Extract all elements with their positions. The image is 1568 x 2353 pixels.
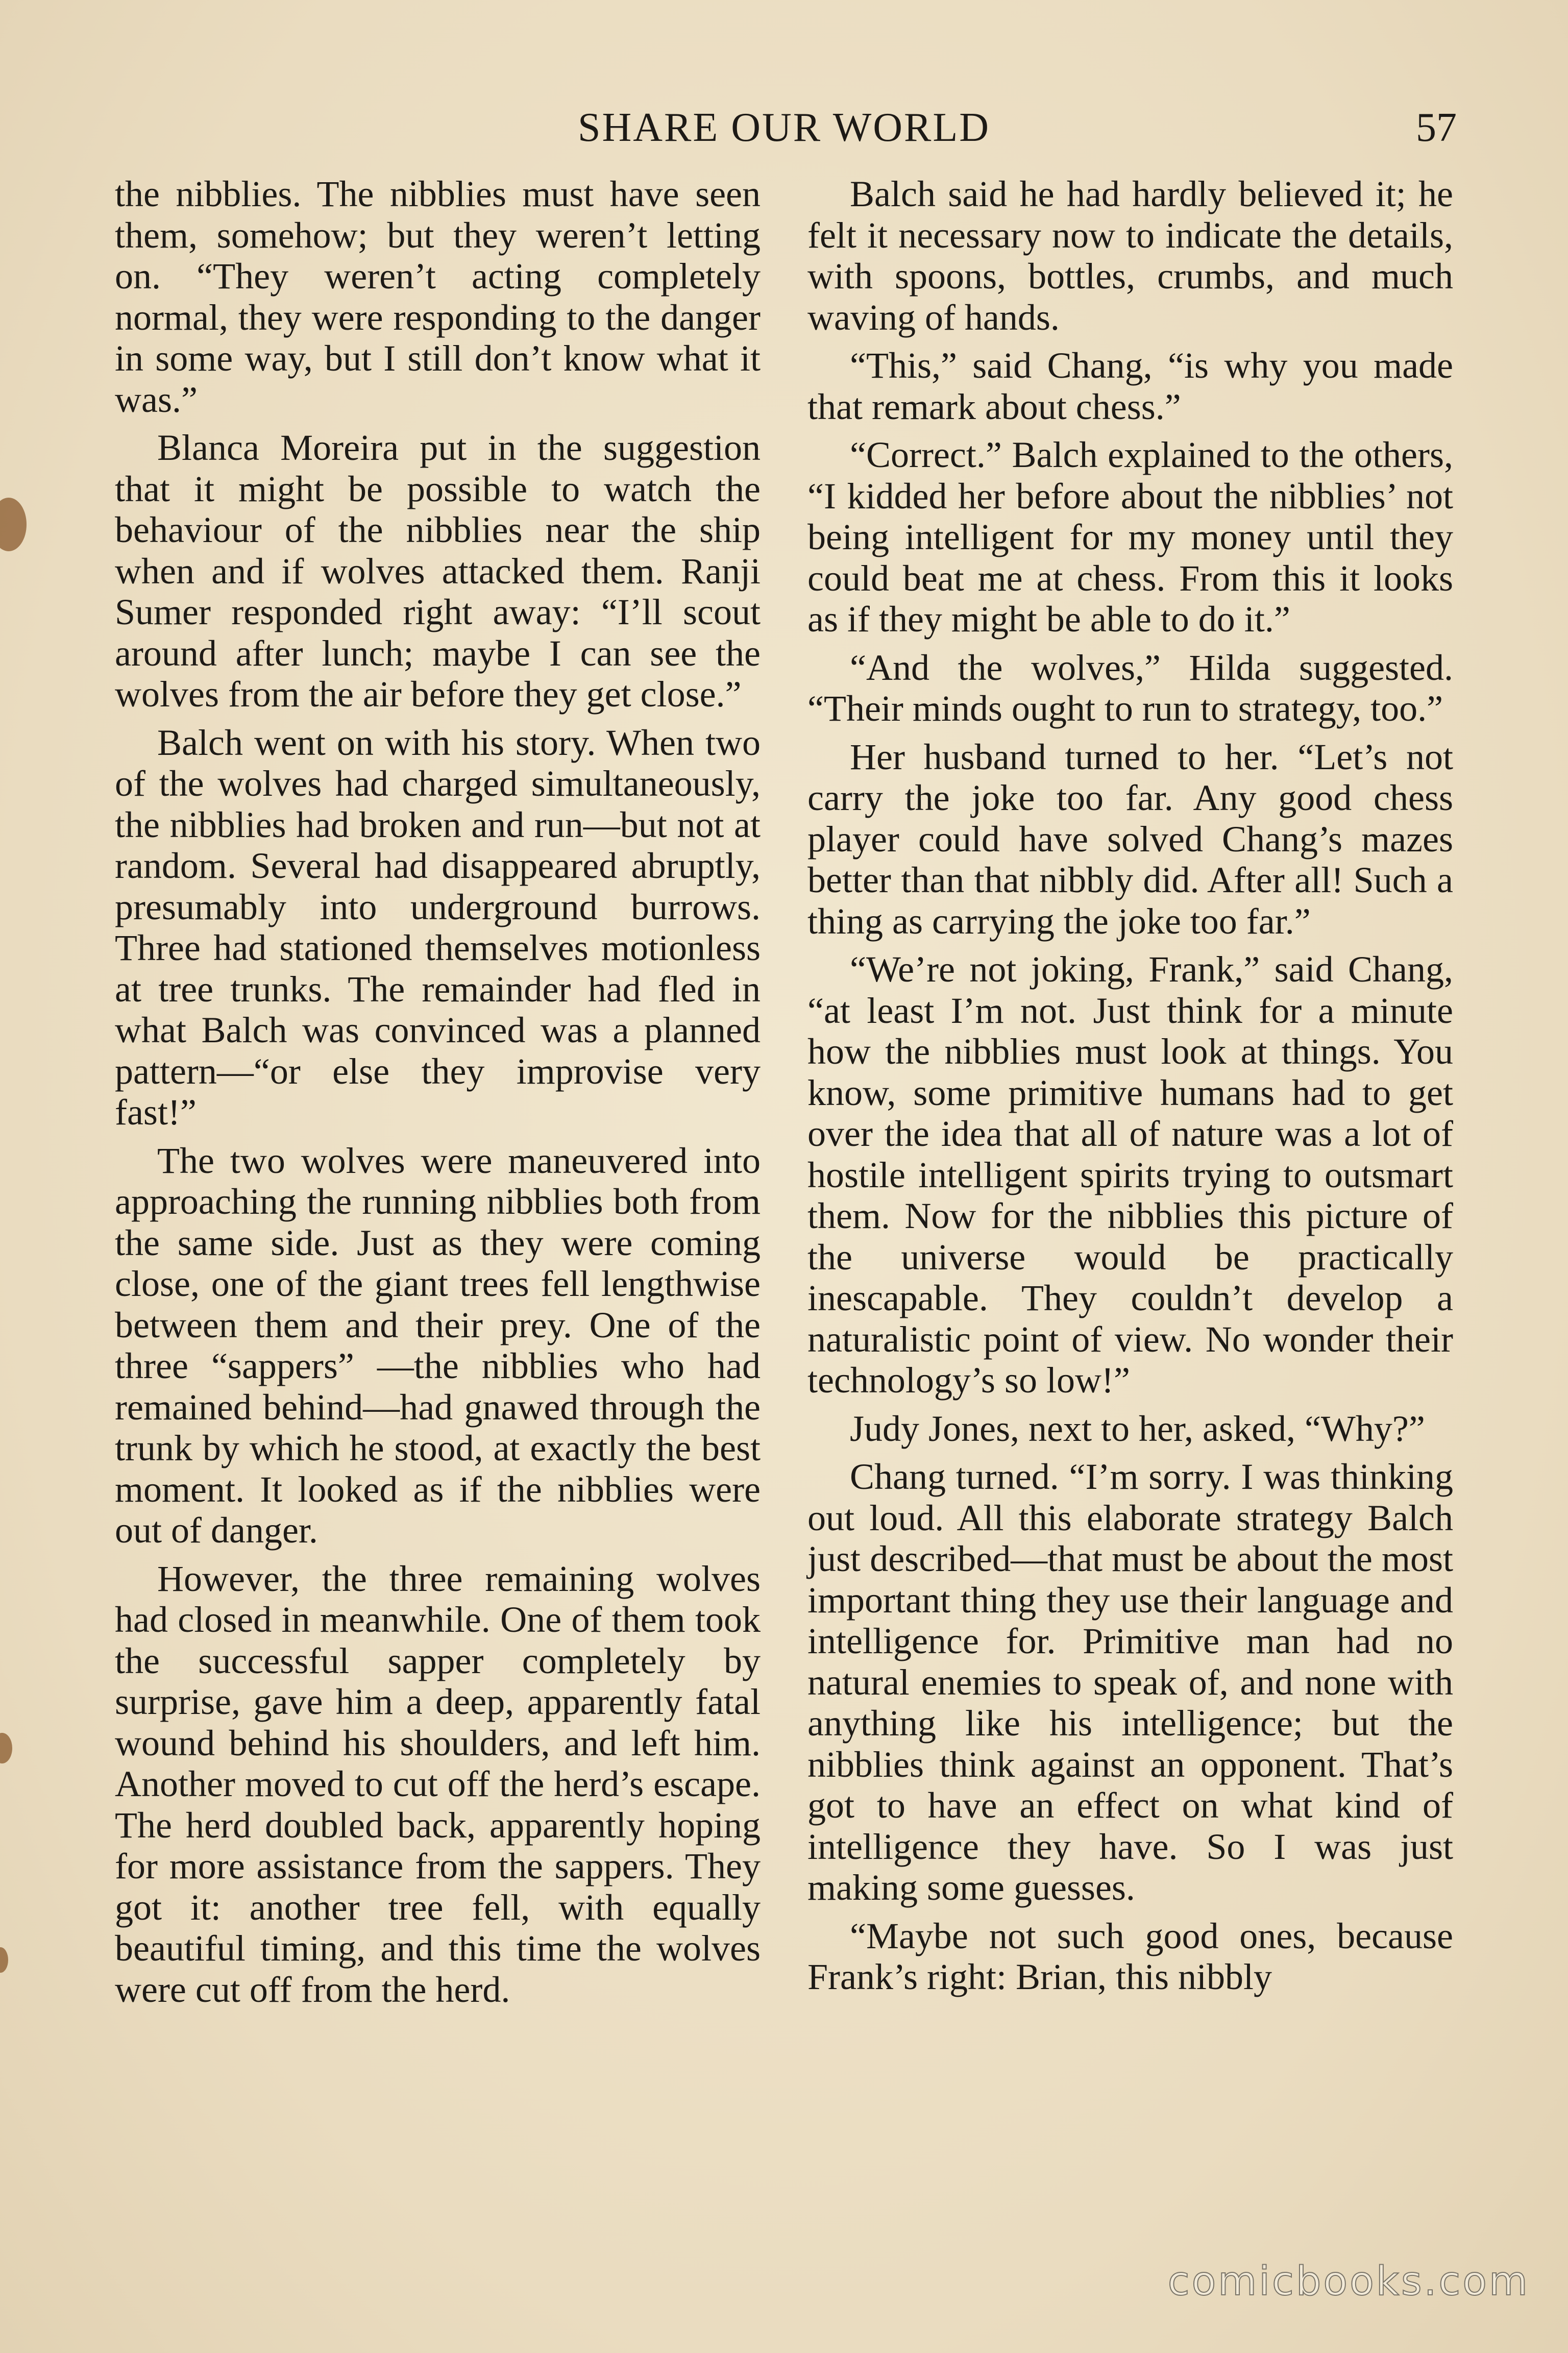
- paragraph: “Maybe not such good ones, because Frank’s right: Brian, this nibbly: [807, 1915, 1453, 1997]
- paragraph: Her husband turned to her. “Let’s not carry the joke too far. Any good chess player could have solved Chang’s mazes better than that nibbly did. After all! Such a thing as carrying the joke too far.”: [807, 736, 1453, 942]
- paragraph: “Correct.” Balch explained to the others, “I kidded her before about the nibblies’ not being intelligent for my money until they could beat me at chess. From this it looks as if they might be able to do it.”: [807, 434, 1453, 640]
- right-column: [807, 174, 1453, 2005]
- left-column: [115, 174, 761, 2017]
- paragraph: Balch said he had hardly believed it; he felt it necessary now to indicate the details, with spoons, bottles, crumbs, and much waving of hands.: [807, 174, 1453, 338]
- running-head: SHARE OUR WORLD: [577, 105, 990, 150]
- paragraph: “And the wolves,” Hilda suggested. “Their minds ought to run to strategy, too.”: [807, 647, 1453, 729]
- paragraph: However, the three remaining wolves had closed in meanwhile. One of them took the successful sapper completely by surprise, gave him a deep, apparently fatal wound behind his shoulders, and left him. Another moved to cut off the herd’s escape. The herd doubled back, apparently hoping for more assistance from the sappers. They got it: another tree fell, with equally beautiful timing, and this time the wolves were cut off from the herd.: [115, 1558, 761, 2010]
- paragraph: “We’re not joking, Frank,” said Chang, “at least I’m not. Just think for a minute how the nibblies must look at things. You know, some primitive humans had to get over the idea that all of nature was a lot of hostile intelligent spirits trying to outsmart them. Now for the nibblies this picture of the universe would be practically inescapable. They couldn’t develop a naturalistic point of view. No wonder their technology’s so low!”: [807, 949, 1453, 1401]
- paragraph: Blanca Moreira put in the suggestion that it might be possible to watch the behaviour of the nibblies near the ship when and if wolves attacked them. Ranji Sumer responded right away: “I’ll scout around after lunch; maybe I can see the wolves from the air before they get close.”: [115, 427, 761, 715]
- paragraph: Chang turned. “I’m sorry. I was thinking out loud. All this elaborate strategy Balch just described—that must be about the most important thing they use their language and intelligence for. Primitive man had no natural enemies to speak of, and none with anything like his intelligence; but the nibblies think against an opponent. That’s got to have an effect on what kind of intelligence they have. So I was just making some guesses.: [807, 1456, 1453, 1908]
- paragraph: Balch went on with his story. When two of the wolves had charged simultaneously, the nibblies had broken and run—but not at random. Several had disappeared abruptly, presumably into underground burrows. Three had stationed themselves motionless at tree trunks. The remainder had fled in what Balch was convinced was a planned pattern—“or else they improvise very fast!”: [115, 722, 761, 1133]
- paragraph: Judy Jones, next to her, asked, “Why?”: [850, 1408, 1425, 1449]
- page-number: 57: [1416, 105, 1457, 150]
- paragraph: the nibblies. The nibblies must have seen them, somehow; but they weren’t letting on. “They weren’t acting completely normal, they were responding to the danger in some way, but I still don’t know what it was.”: [115, 174, 761, 420]
- page-header: [0, 105, 1568, 151]
- paragraph: “This,” said Chang, “is why you made that remark about chess.”: [807, 345, 1453, 427]
- paragraph: The two wolves were maneuvered into approaching the running nibblies both from the same side. Just as they were coming close, one of the giant trees fell lengthwise between them and their prey. One of the three “sappers” —the nibblies who had remained behind—had gnawed through the trunk by which he stood, at exactly the best moment. It looked as if the nibblies were out of danger.: [115, 1140, 761, 1551]
- watermark: comicbooks.com: [1167, 2259, 1530, 2305]
